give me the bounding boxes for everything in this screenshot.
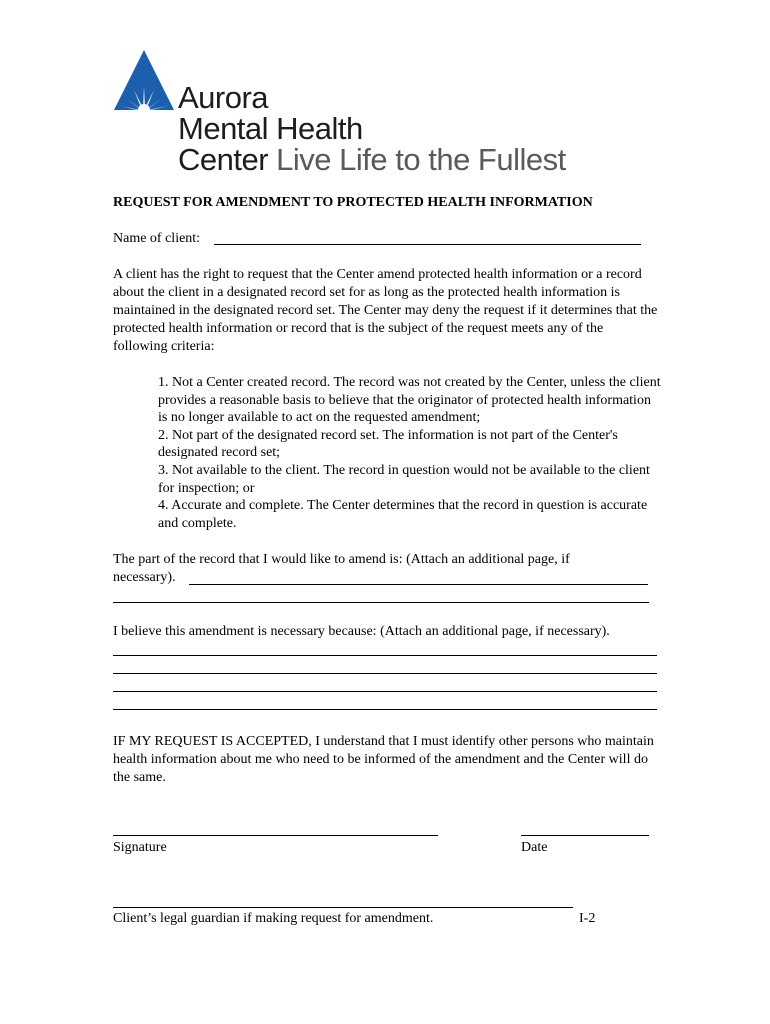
- reason-label: I believe this amendment is necessary because: (Attach an additional page, if necessary).: [113, 624, 610, 639]
- aurora-logo: [112, 48, 652, 188]
- client-name-label: Name of client:: [113, 231, 201, 246]
- logo-wordmark: [178, 82, 566, 175]
- form-title: REQUEST FOR AMENDMENT TO PROTECTED HEALTH INFORMATION: [113, 195, 593, 210]
- form-code: I-2: [579, 911, 596, 926]
- criteria-item-1: 1. Not a Center created record. The record was not created by the Center, unless the client provides a reasonable basis to believe that the originator of protected health information is no longer available to act on the requested amendment;: [158, 375, 661, 426]
- date-label: Date: [521, 840, 548, 855]
- reason-field-line-3[interactable]: [113, 691, 657, 692]
- reason-field-line-4[interactable]: [113, 709, 657, 710]
- reason-field-line-1[interactable]: [113, 655, 657, 656]
- client-name-field[interactable]: [214, 244, 641, 245]
- criteria-item-3: 3. Not available to the client. The record in question would not be available to the client for inspection; or: [158, 462, 650, 496]
- logo-center-word: Center: [178, 142, 269, 177]
- logo-line-aurora: Aurora: [178, 80, 269, 115]
- logo-line-center: [178, 144, 566, 175]
- guardian-label: Client’s legal guardian if making request for amendment.: [113, 911, 434, 926]
- criteria-item-4: 4. Accurate and complete. The Center determines that the record in question is accurate and complete.: [158, 498, 648, 531]
- amend-part-field-line-1[interactable]: [189, 584, 648, 585]
- criteria-list: [158, 374, 663, 532]
- date-field[interactable]: [521, 835, 649, 836]
- mountain-sun-logo-icon: [112, 48, 176, 114]
- guardian-signature-field[interactable]: [113, 907, 573, 908]
- criteria-item-2: 2. Not part of the designated record set. The information is not part of the Center's designated record set;: [158, 427, 618, 461]
- signature-label: Signature: [113, 840, 167, 855]
- amend-part-label-line2: necessary).: [113, 570, 176, 585]
- accepted-paragraph: IF MY REQUEST IS ACCEPTED, I understand that I must identify other persons who maintain health information about me who need to be informed of the amendment and the Center will do the same.: [113, 734, 654, 785]
- logo-tagline: Live Life to the Fullest: [276, 142, 566, 177]
- intro-paragraph: A client has the right to request that the Center amend protected health information or a record about the client in a designated record set for as long as the protected health information is maintained in the designated record set. The Center may deny the request if it determines that the protected health information or record that is the subject of the request meets any of the following criteria:: [113, 267, 658, 354]
- reason-field-line-2[interactable]: [113, 673, 657, 674]
- logo-line-mental-health: Mental Health: [178, 111, 363, 146]
- signature-field[interactable]: [113, 835, 438, 836]
- amend-part-label-line1: The part of the record that I would like to amend is: (Attach an additional page, if: [113, 552, 570, 567]
- amend-part-field-line-2[interactable]: [113, 602, 649, 603]
